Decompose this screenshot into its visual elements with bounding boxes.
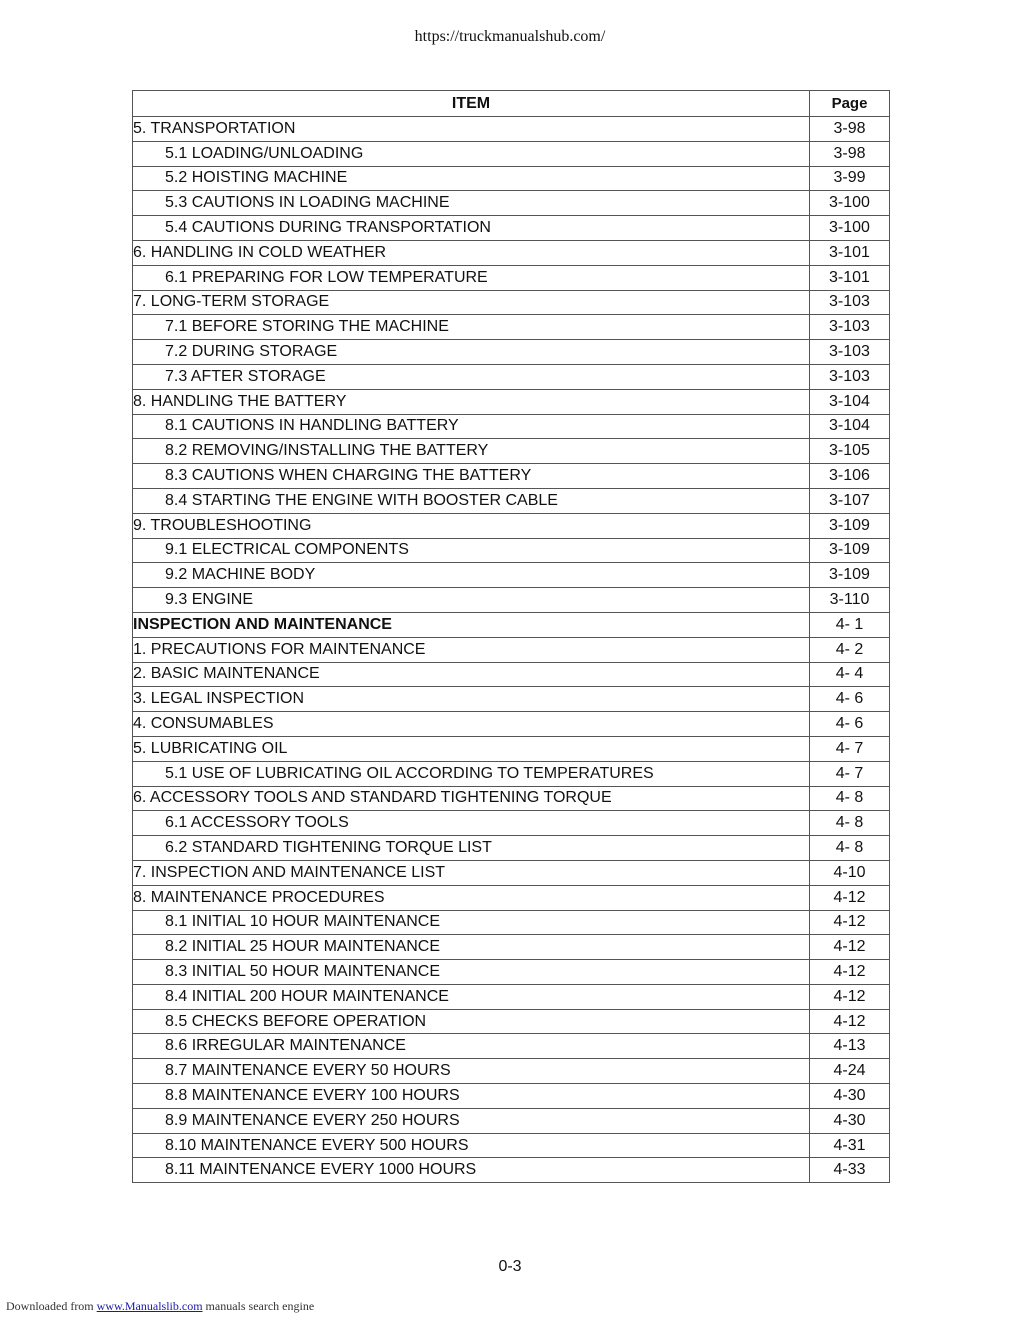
toc-item-title: 9.3 ENGINE xyxy=(133,588,810,613)
toc-item-page: 3-103 xyxy=(810,364,890,389)
toc-item-page: 3-103 xyxy=(810,340,890,365)
toc-item-title: 8. HANDLING THE BATTERY xyxy=(133,389,810,414)
toc-row xyxy=(133,1158,890,1183)
toc-item-title: 8.4 STARTING THE ENGINE WITH BOOSTER CABLE xyxy=(133,488,810,513)
item-column-header: ITEM xyxy=(133,91,810,117)
toc-item-title: 7. LONG-TERM STORAGE xyxy=(133,290,810,315)
toc-row xyxy=(133,538,890,563)
toc-item-page: 3-100 xyxy=(810,191,890,216)
toc-item-page: 4- 7 xyxy=(810,761,890,786)
toc-row xyxy=(133,488,890,513)
toc-table xyxy=(132,90,890,1183)
toc-item-title: 8.9 MAINTENANCE EVERY 250 HOURS xyxy=(133,1108,810,1133)
toc-row xyxy=(133,240,890,265)
toc-item-title: 5.3 CAUTIONS IN LOADING MACHINE xyxy=(133,191,810,216)
toc-item-title: 1. PRECAUTIONS FOR MAINTENANCE xyxy=(133,637,810,662)
toc-item-title: 5. LUBRICATING OIL xyxy=(133,736,810,761)
toc-row xyxy=(133,364,890,389)
toc-item-title: 8.2 REMOVING/INSTALLING THE BATTERY xyxy=(133,439,810,464)
toc-item-page: 4- 4 xyxy=(810,662,890,687)
toc-item-page: 4- 8 xyxy=(810,836,890,861)
toc-item-title: 8. MAINTENANCE PROCEDURES xyxy=(133,885,810,910)
toc-row xyxy=(133,712,890,737)
toc-row xyxy=(133,1009,890,1034)
toc-item-title: 8.8 MAINTENANCE EVERY 100 HOURS xyxy=(133,1084,810,1109)
toc-row xyxy=(133,166,890,191)
toc-row xyxy=(133,984,890,1009)
toc-row xyxy=(133,910,890,935)
toc-row xyxy=(133,265,890,290)
toc-item-title: 8.6 IRREGULAR MAINTENANCE xyxy=(133,1034,810,1059)
toc-item-page: 4- 8 xyxy=(810,786,890,811)
toc-body xyxy=(133,117,890,1183)
toc-row xyxy=(133,464,890,489)
toc-item-page: 4-10 xyxy=(810,860,890,885)
toc-item-page: 3-99 xyxy=(810,166,890,191)
toc-row xyxy=(133,662,890,687)
toc-item-title: 3. LEGAL INSPECTION xyxy=(133,687,810,712)
toc-item-title: 8.5 CHECKS BEFORE OPERATION xyxy=(133,1009,810,1034)
toc-item-page: 4- 6 xyxy=(810,712,890,737)
toc-row xyxy=(133,588,890,613)
toc-item-title: 8.11 MAINTENANCE EVERY 1000 HOURS xyxy=(133,1158,810,1183)
toc-item-title: 9. TROUBLESHOOTING xyxy=(133,513,810,538)
toc-item-page: 4-13 xyxy=(810,1034,890,1059)
toc-item-title: 6. ACCESSORY TOOLS AND STANDARD TIGHTENING TORQUE xyxy=(133,786,810,811)
toc-item-page: 4-12 xyxy=(810,935,890,960)
toc-row xyxy=(133,960,890,985)
toc-item-page: 4- 6 xyxy=(810,687,890,712)
toc-row xyxy=(133,414,890,439)
toc-item-title: 4. CONSUMABLES xyxy=(133,712,810,737)
toc-item-page: 3-103 xyxy=(810,315,890,340)
footer xyxy=(6,1299,314,1314)
toc-item-page: 4-24 xyxy=(810,1059,890,1084)
toc-row xyxy=(133,1133,890,1158)
toc-item-page: 4-12 xyxy=(810,885,890,910)
toc-item-title: 8.7 MAINTENANCE EVERY 50 HOURS xyxy=(133,1059,810,1084)
page-column-header: Page xyxy=(810,91,890,117)
toc-row xyxy=(133,935,890,960)
toc-item-title: 7. INSPECTION AND MAINTENANCE LIST xyxy=(133,860,810,885)
toc-row xyxy=(133,1034,890,1059)
toc-row xyxy=(133,315,890,340)
footer-suffix: manuals search engine xyxy=(202,1299,315,1313)
toc-item-page: 4-30 xyxy=(810,1084,890,1109)
toc-row xyxy=(133,687,890,712)
toc-row xyxy=(133,117,890,142)
toc-item-page: 3-109 xyxy=(810,563,890,588)
toc-row xyxy=(133,1084,890,1109)
toc-item-title: 5. TRANSPORTATION xyxy=(133,117,810,142)
toc-item-page: 4-12 xyxy=(810,960,890,985)
footer-link[interactable]: www.Manualslib.com xyxy=(96,1299,203,1313)
toc-item-page: 3-103 xyxy=(810,290,890,315)
toc-row xyxy=(133,340,890,365)
toc-item-page: 4- 2 xyxy=(810,637,890,662)
toc-item-title: 8.4 INITIAL 200 HOUR MAINTENANCE xyxy=(133,984,810,1009)
toc-item-page: 4-12 xyxy=(810,984,890,1009)
toc-row xyxy=(133,141,890,166)
toc-row xyxy=(133,836,890,861)
page-number: 0-3 xyxy=(498,1258,522,1275)
toc-item-title: 6.2 STANDARD TIGHTENING TORQUE LIST xyxy=(133,836,810,861)
toc-item-title: 5.2 HOISTING MACHINE xyxy=(133,166,810,191)
toc-item-page: 3-98 xyxy=(810,117,890,142)
toc-row xyxy=(133,736,890,761)
toc-item-title: 8.1 CAUTIONS IN HANDLING BATTERY xyxy=(133,414,810,439)
toc-row xyxy=(133,786,890,811)
toc-item-title: 9.2 MACHINE BODY xyxy=(133,563,810,588)
toc-item-page: 3-104 xyxy=(810,414,890,439)
toc-row xyxy=(133,1108,890,1133)
toc-item-page: 4- 1 xyxy=(810,612,890,637)
toc-item-title: 2. BASIC MAINTENANCE xyxy=(133,662,810,687)
toc-item-title: 8.3 INITIAL 50 HOUR MAINTENANCE xyxy=(133,960,810,985)
toc-item-page: 4-33 xyxy=(810,1158,890,1183)
toc-item-page: 3-104 xyxy=(810,389,890,414)
toc-item-title: 9.1 ELECTRICAL COMPONENTS xyxy=(133,538,810,563)
toc-row xyxy=(133,439,890,464)
toc-item-page: 3-109 xyxy=(810,538,890,563)
toc-item-title: 7.3 AFTER STORAGE xyxy=(133,364,810,389)
toc-item-page: 3-98 xyxy=(810,141,890,166)
toc-row xyxy=(133,216,890,241)
toc-item-page: 3-100 xyxy=(810,216,890,241)
toc-item-title: 8.2 INITIAL 25 HOUR MAINTENANCE xyxy=(133,935,810,960)
header-url: https://truckmanualshub.com/ xyxy=(414,28,606,45)
toc-item-title: 5.4 CAUTIONS DURING TRANSPORTATION xyxy=(133,216,810,241)
toc-item-page: 3-105 xyxy=(810,439,890,464)
toc-row xyxy=(133,1059,890,1084)
toc-item-title: INSPECTION AND MAINTENANCE xyxy=(133,612,810,637)
toc-item-page: 4-12 xyxy=(810,1009,890,1034)
toc-item-page: 4-31 xyxy=(810,1133,890,1158)
toc-item-title: 6.1 PREPARING FOR LOW TEMPERATURE xyxy=(133,265,810,290)
toc-item-title: 6.1 ACCESSORY TOOLS xyxy=(133,811,810,836)
toc-item-title: 8.1 INITIAL 10 HOUR MAINTENANCE xyxy=(133,910,810,935)
toc-item-page: 4-12 xyxy=(810,910,890,935)
toc-row xyxy=(133,811,890,836)
toc-row xyxy=(133,860,890,885)
toc-row xyxy=(133,885,890,910)
toc-row xyxy=(133,761,890,786)
toc-item-title: 7.2 DURING STORAGE xyxy=(133,340,810,365)
toc-row xyxy=(133,389,890,414)
footer-prefix: Downloaded from xyxy=(6,1299,97,1313)
toc-item-title: 6. HANDLING IN COLD WEATHER xyxy=(133,240,810,265)
toc-row xyxy=(133,191,890,216)
toc-row xyxy=(133,513,890,538)
toc-item-page: 3-109 xyxy=(810,513,890,538)
toc-item-page: 4- 8 xyxy=(810,811,890,836)
toc-item-page: 3-107 xyxy=(810,488,890,513)
toc-header-row xyxy=(133,91,890,117)
toc-item-title: 7.1 BEFORE STORING THE MACHINE xyxy=(133,315,810,340)
toc-item-page: 3-106 xyxy=(810,464,890,489)
toc-item-page: 3-101 xyxy=(810,265,890,290)
toc-item-page: 4- 7 xyxy=(810,736,890,761)
toc-item-page: 3-101 xyxy=(810,240,890,265)
toc-item-page: 3-110 xyxy=(810,588,890,613)
toc-item-page: 4-30 xyxy=(810,1108,890,1133)
toc-row xyxy=(133,637,890,662)
toc-row xyxy=(133,563,890,588)
toc-item-title: 8.10 MAINTENANCE EVERY 500 HOURS xyxy=(133,1133,810,1158)
toc-item-title: 5.1 USE OF LUBRICATING OIL ACCORDING TO TEMPERATURES xyxy=(133,761,810,786)
toc-row xyxy=(133,290,890,315)
toc-item-title: 8.3 CAUTIONS WHEN CHARGING THE BATTERY xyxy=(133,464,810,489)
toc-item-title: 5.1 LOADING/UNLOADING xyxy=(133,141,810,166)
toc-row xyxy=(133,612,890,637)
